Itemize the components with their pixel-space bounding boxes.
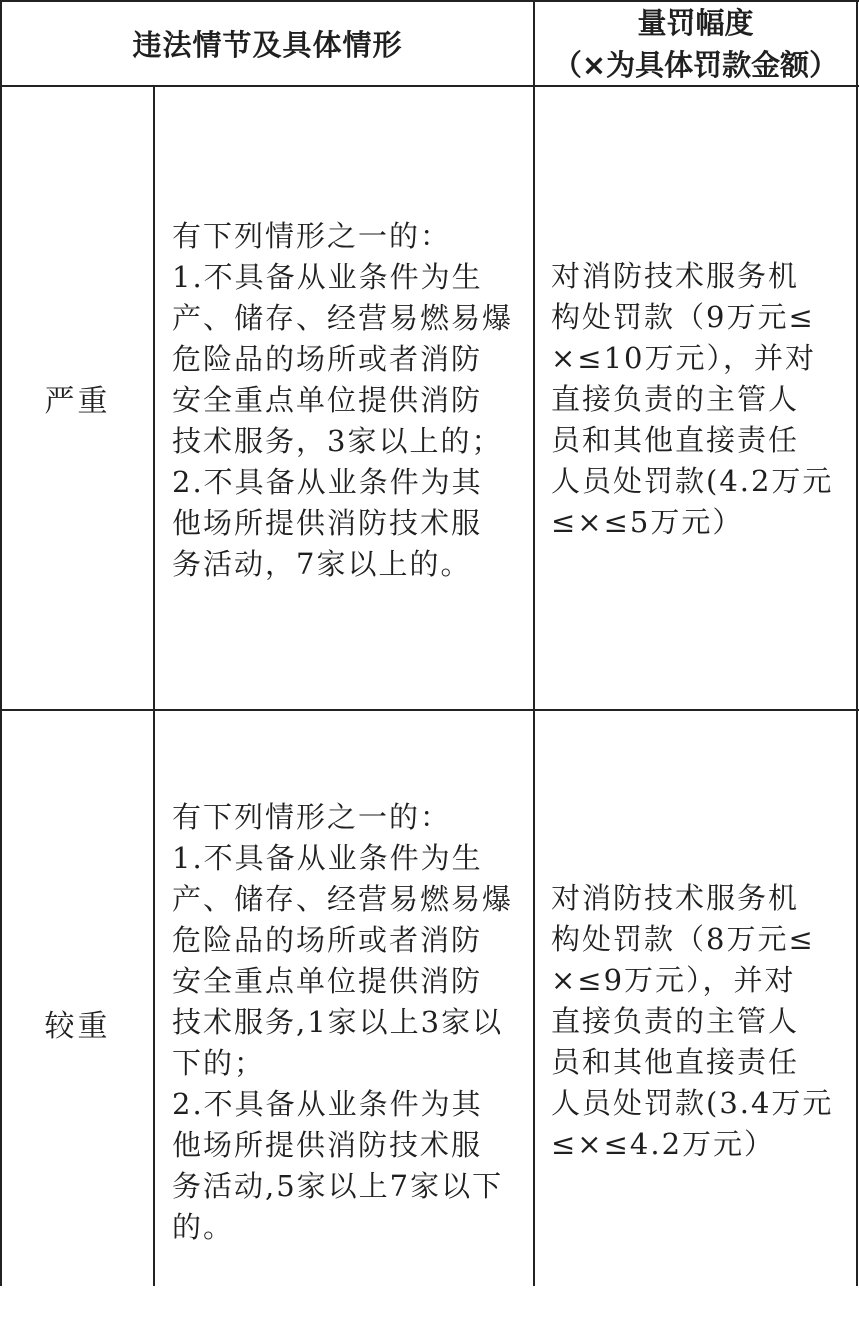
situation-line: 务活动，7家以上的。 — [172, 547, 472, 581]
penalty-line: 员和其他直接责任 — [551, 423, 800, 457]
column-divider-level — [153, 86, 155, 1286]
row-penalty-relatively-serious — [551, 878, 851, 1165]
situation-line: 技术服务,1家以上3家以 — [172, 1005, 504, 1039]
situation-line: 安全重点单位提供消防 — [172, 383, 483, 417]
column-divider-main — [533, 0, 535, 1286]
situation-line: 的。 — [172, 1210, 235, 1244]
situation-line: 有下列情形之一的： — [172, 800, 452, 834]
situation-line: 危险品的场所或者消防 — [172, 923, 483, 957]
penalty-line: 人员处罚款(3.4万元 — [551, 1086, 834, 1120]
situation-line: 产、储存、经营易燃易爆 — [172, 882, 514, 916]
header-penalty-note: （×为具体罚款金额） — [552, 47, 839, 82]
penalty-line: 直接负责的主管人 — [551, 1004, 800, 1038]
situation-line: 他场所提供消防技术服 — [172, 506, 483, 540]
penalty-line: 构处罚款（8万元≤ — [551, 922, 815, 956]
penalty-line: ≤×≤5万元） — [551, 505, 744, 539]
situation-line: 安全重点单位提供消防 — [172, 964, 483, 998]
penalty-line: 人员处罚款(4.2万元 — [551, 464, 834, 498]
header-situation-text: 违法情节及具体情形 — [132, 28, 403, 62]
level-label: 较重 — [44, 1008, 111, 1044]
row-situation-serious — [172, 216, 527, 585]
penalty-line: ≤×≤4.2万元） — [551, 1127, 776, 1161]
situation-line: 技术服务，3家以上的； — [172, 424, 503, 458]
penalty-line: ×≤10万元），并对 — [551, 341, 816, 375]
row-penalty-serious — [551, 256, 851, 543]
situation-line: 2.不具备从业条件为其 — [172, 1087, 483, 1121]
header-situation — [2, 2, 533, 85]
situation-line: 1.不具备从业条件为生 — [172, 260, 483, 294]
row-level-serious — [2, 87, 153, 709]
situation-line: 2.不具备从业条件为其 — [172, 465, 483, 499]
header-penalty-title: 量罚幅度 — [637, 5, 754, 40]
situation-line: 产、储存、经营易燃易爆 — [172, 301, 514, 335]
row-situation-relatively-serious — [172, 797, 527, 1248]
penalty-line: 直接负责的主管人 — [551, 382, 800, 416]
table-border-right — [856, 0, 858, 1286]
level-label: 严重 — [44, 384, 111, 419]
penalty-line: 员和其他直接责任 — [551, 1045, 800, 1079]
penalty-line: 对消防技术服务机 — [551, 259, 800, 293]
penalty-line: 对消防技术服务机 — [551, 881, 800, 915]
situation-line: 1.不具备从业条件为生 — [172, 841, 483, 875]
penalty-line: 构处罚款（9万元≤ — [551, 300, 815, 334]
situation-line: 有下列情形之一的： — [172, 219, 452, 253]
situation-line: 下的； — [172, 1046, 266, 1080]
row-level-relatively-serious — [2, 711, 153, 1334]
situation-line: 他场所提供消防技术服 — [172, 1128, 483, 1162]
situation-line: 危险品的场所或者消防 — [172, 342, 483, 376]
situation-line: 务活动,5家以上7家以下 — [172, 1169, 504, 1203]
header-penalty — [535, 2, 856, 85]
penalty-line: ×≤9万元），并对 — [551, 963, 796, 997]
